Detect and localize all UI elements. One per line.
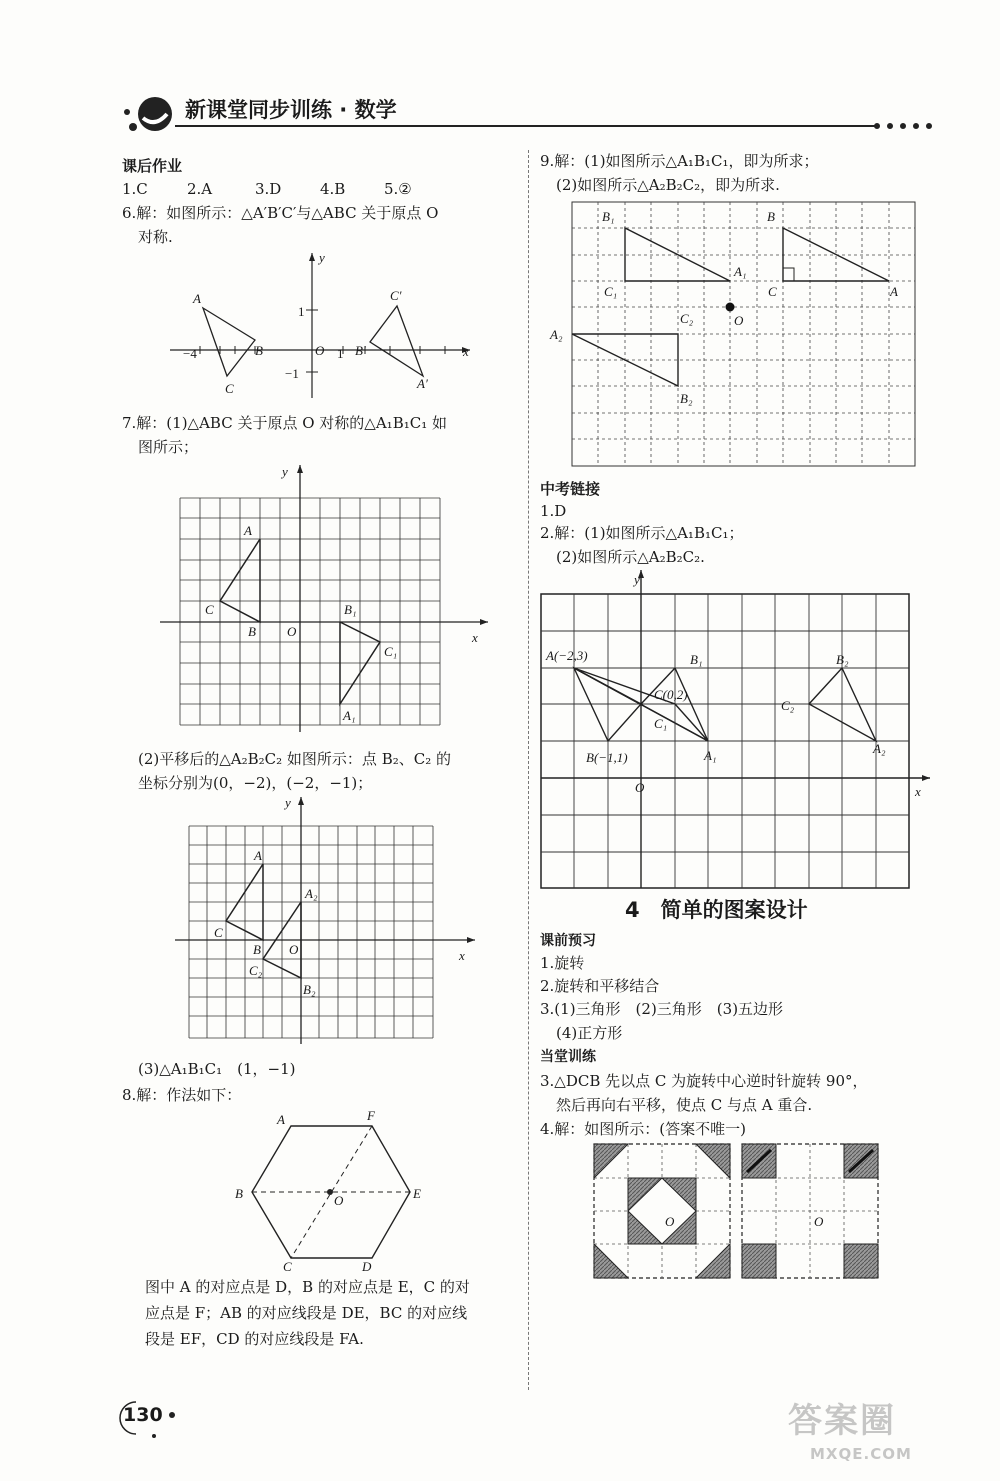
watermark <box>770 1400 990 1470</box>
fig7a-label-a1: A₁ <box>343 708 356 723</box>
exam-label-c2: C₂ <box>781 698 795 713</box>
fig8-label-a: A <box>277 1112 285 1127</box>
class-title: 当堂训练 <box>540 1049 596 1065</box>
fig7a-label-y: y <box>282 464 288 479</box>
exam-label-a1: A₁ <box>704 748 717 763</box>
exam-q2-line1: 2.解：(1)如图所示△A₁B₁C₁； <box>540 524 744 542</box>
fig6-label-c-prime: C′ <box>390 288 402 303</box>
origin-point <box>726 303 735 312</box>
answer-5: 5.② <box>384 180 412 198</box>
fig6-label-1y: 1 <box>298 304 305 319</box>
fig7b-label-c2: C₂ <box>249 963 263 978</box>
q6-line2: 对称. <box>138 228 173 246</box>
chapter-title: 4 简单的图案设计 <box>625 898 808 922</box>
header-rule <box>175 125 875 127</box>
triangle-a1b1c1-prime <box>370 306 423 376</box>
q8-text2: 应点是 F；AB 的对应线段是 DE，BC 的对应线 <box>145 1304 468 1322</box>
fig9-label-o: O <box>734 313 744 328</box>
exam-label-c: C(0,2) <box>654 687 688 702</box>
q7-line2: 图所示； <box>138 438 199 456</box>
class-q4: 4.解：如图所示：(答案不唯一) <box>540 1120 747 1138</box>
page-number: 130 <box>123 1404 163 1426</box>
exam-label-x: x <box>915 784 921 799</box>
fig7b-label-b2: B₂ <box>303 982 316 997</box>
fig7b-label-o: O <box>289 942 299 957</box>
answer-1: 1.C <box>122 180 148 198</box>
fig6-label-y: y <box>319 250 325 265</box>
preview-3: 3.(1)三角形 (2)三角形 (3)五边形 <box>540 1000 784 1018</box>
fig6-label-x: x <box>463 344 469 359</box>
watermark-brand: 答案圈 <box>788 1401 896 1441</box>
fig6-label-c: C <box>225 381 234 396</box>
grid-exam <box>541 594 909 888</box>
fig7b-label-x: x <box>459 948 465 963</box>
figure-7a <box>160 460 500 732</box>
q8-line1: 8.解：作法如下： <box>122 1086 242 1104</box>
class-q3-line1: 3.△DCB 先以点 C 为旋转中心逆时针旋转 90°， <box>540 1072 868 1090</box>
answer-2: 2.A <box>187 180 213 198</box>
q9-line2: (2)如图所示△A₂B₂C₂，即为所求. <box>556 176 780 194</box>
fig6-label-minus1: −1 <box>285 366 299 381</box>
fig7b-label-c: C <box>214 925 223 940</box>
exam-label-y: y <box>634 572 640 587</box>
column-divider <box>528 150 529 1390</box>
figure-8 <box>225 1106 435 1271</box>
fig7a-label-a: A <box>244 523 252 538</box>
fig8-label-b: B <box>235 1186 243 1201</box>
class-q3-line2: 然后再向右平移，使点 C 与点 A 重合. <box>556 1096 813 1114</box>
q8-text3: 段是 EF，CD 的对应线段是 FA. <box>145 1330 364 1348</box>
fig9-label-a2: A₂ <box>550 327 563 342</box>
fig9-label-c: C <box>768 284 777 299</box>
preview-3b: (4)正方形 <box>556 1024 623 1042</box>
fig9-label-b1: B₁ <box>602 209 615 224</box>
fig4-label-o1: O <box>665 1214 675 1229</box>
fig9-label-b2: B₂ <box>680 391 693 406</box>
exam-label-a: A(−2,3) <box>546 648 588 663</box>
fig6-label-a-prime: A′ <box>417 376 428 391</box>
watermark-domain: MXQE.COM <box>810 1445 912 1463</box>
triangle-exam-abc <box>574 668 641 741</box>
exam-label-b2: B₂ <box>836 652 849 667</box>
preview-2: 2.旋转和平移结合 <box>540 977 660 995</box>
fig9-label-b: B <box>767 209 775 224</box>
exam-label-b1: B₁ <box>690 652 703 667</box>
grid-7a <box>180 498 440 725</box>
q7-part3: (3)△A₁B₁C₁ (1，−1) <box>138 1060 296 1078</box>
answers-row <box>122 178 482 200</box>
fig7b-label-a: A <box>254 848 262 863</box>
fig6-label-a: A <box>193 291 201 306</box>
fig6-label-o: O <box>315 343 325 358</box>
fig7a-label-o: O <box>287 624 297 639</box>
logo-icon <box>115 92 175 142</box>
grid-7b <box>189 826 433 1038</box>
figure-9 <box>548 196 928 472</box>
fig8-label-c: C <box>283 1259 292 1271</box>
fig9-label-a1: A₁ <box>734 264 747 279</box>
fig7a-label-x: x <box>472 630 478 645</box>
pattern-design-1 <box>594 1144 730 1278</box>
header-dots-icon <box>872 119 932 133</box>
fig7a-label-c: C <box>205 602 214 617</box>
figure-6 <box>165 248 485 408</box>
fig8-label-d: D <box>362 1259 372 1271</box>
answer-4: 4.B <box>320 180 346 198</box>
fig9-label-c1: C₁ <box>604 284 618 299</box>
fig7a-label-b1: B₁ <box>344 602 357 617</box>
fig7b-label-b: B <box>253 942 261 957</box>
fig6-label-b-prime: B′ <box>355 343 366 358</box>
exam-label-c1: C₁ <box>654 716 668 731</box>
center-point <box>327 1189 333 1195</box>
exam-label-a2: A₂ <box>873 741 886 756</box>
exam-label-b: B(−1,1) <box>586 750 628 765</box>
fig7a-label-b: B <box>248 624 256 639</box>
q7-part2-line2: 坐标分别为(0，−2)，(−2，−1)； <box>138 774 373 792</box>
header-title: 新课堂同步训练 · 数学 <box>185 98 397 122</box>
triangle-abc <box>203 308 255 376</box>
fig8-label-o: O <box>334 1193 344 1208</box>
q9-line1: 9.解：(1)如图所示△A₁B₁C₁，即为所求； <box>540 152 819 170</box>
exam-q1: 1.D <box>540 502 567 520</box>
preview-title: 课前预习 <box>540 933 596 949</box>
fig6-label-1x: 1 <box>337 346 344 361</box>
pattern-design-2 <box>742 1144 878 1278</box>
triangle-9-a1b1c1 <box>625 228 730 281</box>
fig8-label-f: F <box>367 1108 375 1123</box>
triangle-exam-a2b2c2 <box>809 668 876 741</box>
q7-part2-line1: (2)平移后的△A₂B₂C₂ 如图所示：点 B₂、C₂ 的 <box>138 750 451 768</box>
fig4-label-o2: O <box>814 1214 824 1229</box>
fig6-label-minus4: −4 <box>183 346 197 361</box>
q8-text1: 图中 A 的对应点是 D，B 的对应点是 E，C 的对 <box>145 1278 470 1296</box>
fig8-label-e: E <box>413 1186 421 1201</box>
q6-line1: 6.解：如图所示：△A′B′C′与△ABC 关于原点 O <box>122 204 439 222</box>
exam-title: 中考链接 <box>540 480 601 498</box>
fig9-label-c2: C₂ <box>680 311 694 326</box>
figure-7b <box>175 792 485 1044</box>
fig7b-label-a2: A₂ <box>305 886 318 901</box>
exam-label-o: O <box>635 780 645 795</box>
triangle-9-abc <box>783 228 889 281</box>
figure-4-patterns <box>592 1142 892 1282</box>
q7-line1: 7.解：(1)△ABC 关于原点 O 对称的△A₁B₁C₁ 如 <box>122 414 447 432</box>
fig7a-label-c1: C₁ <box>384 644 398 659</box>
fig9-label-a: A <box>890 284 898 299</box>
preview-1: 1.旋转 <box>540 954 585 972</box>
page-number-badge <box>118 1398 178 1434</box>
section-title-homework: 课后作业 <box>122 157 183 175</box>
header <box>115 88 925 158</box>
fig7b-label-y: y <box>285 795 291 810</box>
answer-3: 3.D <box>255 180 282 198</box>
fig6-label-b: B <box>255 343 263 358</box>
exam-q2-line2: (2)如图所示△A₂B₂C₂. <box>556 548 705 566</box>
figure-exam <box>538 568 938 893</box>
